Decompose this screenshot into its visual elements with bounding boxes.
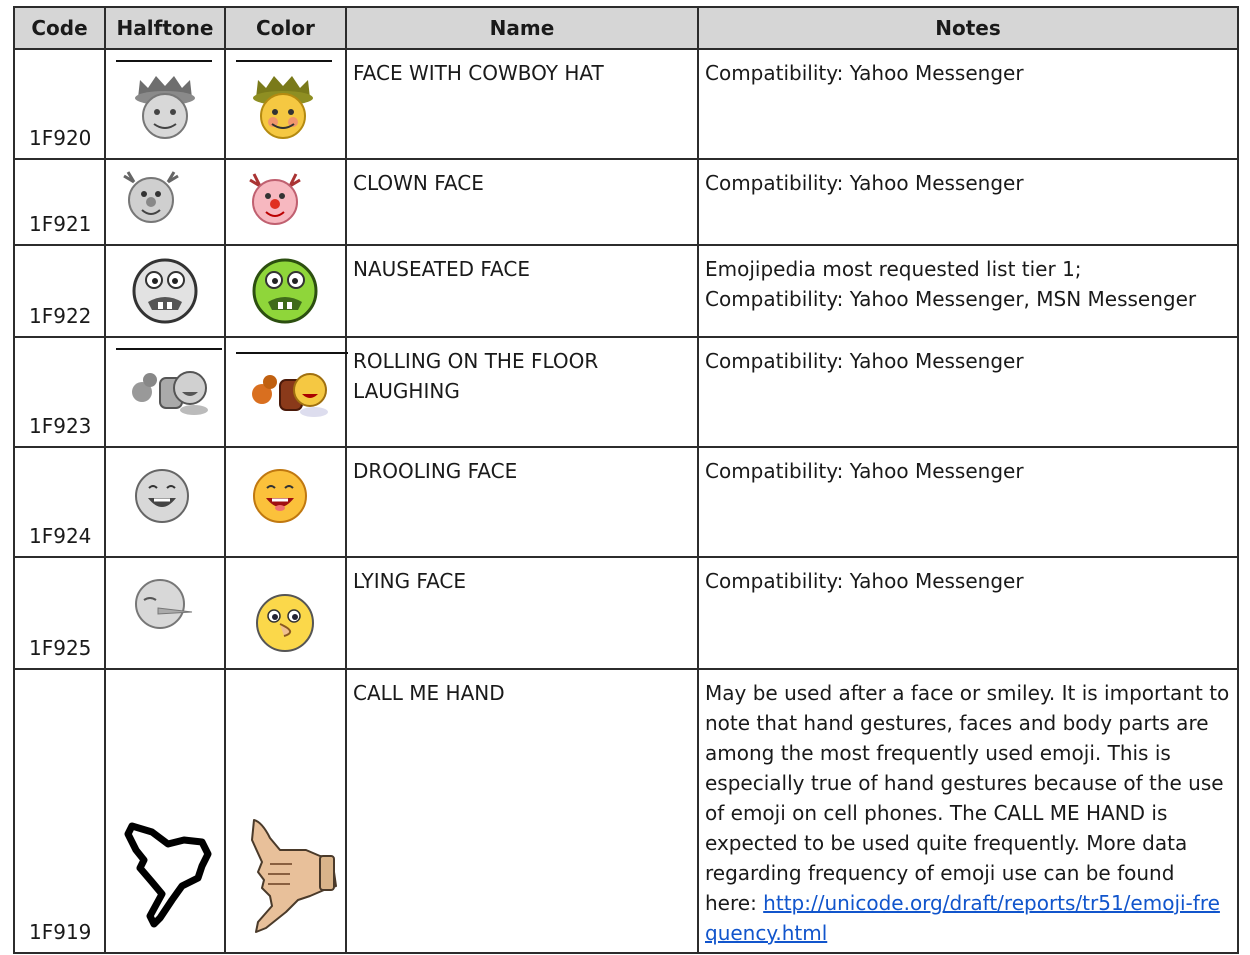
code-cell: 1F924 (14, 447, 105, 557)
name-cell: DROOLING FACE (346, 447, 698, 557)
name-cell: CALL ME HAND (346, 669, 698, 953)
color-cell (225, 49, 346, 159)
rofl-gray-icon (126, 360, 216, 420)
rofl-color-icon (246, 362, 336, 422)
table-row (14, 337, 1238, 447)
header-halftone: Halftone (105, 7, 225, 49)
call-me-hand-outline-icon (122, 820, 218, 930)
header-code: Code (14, 7, 105, 49)
header-notes: Notes (698, 7, 1238, 49)
table-row (14, 245, 1238, 337)
call-me-hand-color-icon (240, 816, 340, 936)
emoji-table (13, 6, 1239, 954)
code-cell: 1F925 (14, 557, 105, 669)
notes-cell (698, 557, 1238, 669)
halftone-cell (105, 557, 225, 669)
header-row (14, 7, 1238, 49)
name-cell: CLOWN FACE (346, 159, 698, 245)
cowboy-hat-face-gray-icon (130, 72, 200, 142)
note-line: Emojipedia most requested list tier 1; (705, 257, 1082, 281)
color-cell (225, 245, 346, 337)
header-color: Color (225, 7, 346, 49)
table-row (14, 447, 1238, 557)
emoji-frequency-link[interactable]: http://unicode.org/draft/reports/tr51/emoji-frequency.html (705, 891, 1220, 945)
note-line: Compatibility: Yahoo Messenger (705, 569, 1024, 593)
table-row (14, 159, 1238, 245)
halftone-cell (105, 159, 225, 245)
halftone-cell (105, 447, 225, 557)
code-cell: 1F921 (14, 159, 105, 245)
halftone-cell (105, 337, 225, 447)
table-row (14, 669, 1238, 953)
halftone-cell (105, 49, 225, 159)
code-cell: 1F923 (14, 337, 105, 447)
table-row (14, 557, 1238, 669)
code-cell: 1F920 (14, 49, 105, 159)
note-line: Compatibility: Yahoo Messenger (705, 171, 1024, 195)
color-cell (225, 337, 346, 447)
notes-cell (698, 159, 1238, 245)
lying-face-color-icon (254, 592, 316, 654)
note-text: May be used after a face or smiley. It is important to note that hand gestures, faces and body parts are among the most frequently used emoji. This is especially true of hand gestures because of the use of emoji on cell phones. The CALL ME HAND is expected to be used quite frequently. More data regarding frequency of emoji use can be found here: (705, 681, 1230, 915)
nauseated-face-gray-icon (130, 256, 200, 326)
color-cell (225, 447, 346, 557)
notes-cell (698, 447, 1238, 557)
table-row (14, 49, 1238, 159)
drooling-face-gray-icon (132, 466, 192, 526)
name-cell: FACE WITH COWBOY HAT (346, 49, 698, 159)
note-line: Compatibility: Yahoo Messenger (705, 459, 1024, 483)
lying-face-gray-icon (132, 578, 194, 630)
note-line: Compatibility: Yahoo Messenger (705, 349, 1024, 373)
note-line: Compatibility: Yahoo Messenger (705, 61, 1024, 85)
nauseated-face-color-icon (250, 256, 320, 326)
clown-face-color-icon (244, 170, 306, 230)
code-cell: 1F922 (14, 245, 105, 337)
cowboy-hat-face-color-icon (248, 72, 318, 142)
notes-cell (698, 49, 1238, 159)
notes-cell (698, 669, 1238, 953)
color-cell (225, 669, 346, 953)
name-cell: ROLLING ON THE FLOOR LAUGHING (346, 337, 698, 447)
halftone-cell (105, 669, 225, 953)
note-line: Compatibility: Yahoo Messenger, MSN Messenger (705, 287, 1197, 311)
notes-cell (698, 245, 1238, 337)
color-cell (225, 557, 346, 669)
clown-face-gray-icon (120, 168, 182, 228)
drooling-face-color-icon (250, 466, 310, 526)
header-name: Name (346, 7, 698, 49)
color-cell (225, 159, 346, 245)
notes-cell (698, 337, 1238, 447)
name-cell: NAUSEATED FACE (346, 245, 698, 337)
halftone-cell (105, 245, 225, 337)
name-cell: LYING FACE (346, 557, 698, 669)
code-cell: 1F919 (14, 669, 105, 953)
